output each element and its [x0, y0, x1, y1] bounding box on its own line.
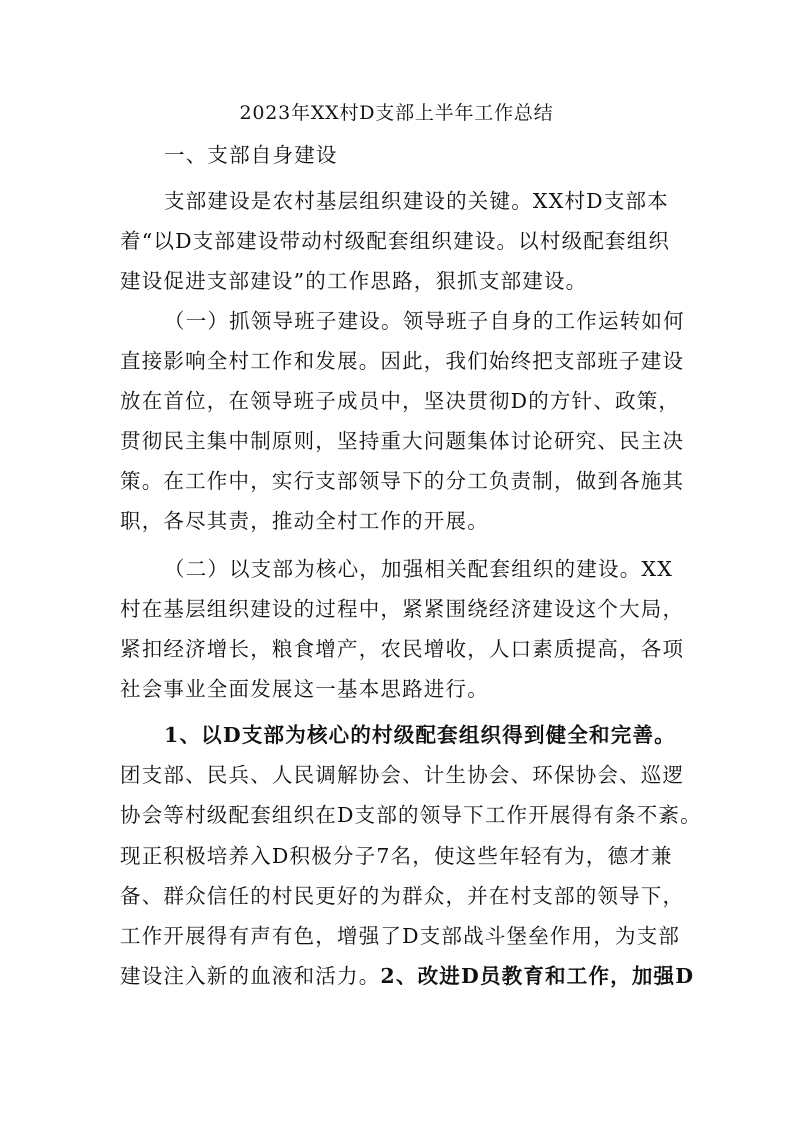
- paragraph-line: 支部建设是农村基层组织建设的关键。XX村D支部本: [164, 189, 669, 213]
- paragraph-line: （一）抓领导班子建设。领导班子自身的工作运转如何: [164, 309, 685, 333]
- paragraph-line-mixed: [120, 962, 695, 990]
- subheading-inline: 2、改进D员教育和工作，加强D: [380, 964, 695, 988]
- paragraph-line: 村在基层组织建设的过程中，紧紧围绕经济建设这个大局，: [120, 597, 685, 621]
- paragraph-line: 现正积极培养入D积极分子7名，使这些年轻有为，德才兼: [120, 844, 673, 868]
- paragraph-line: 放在首位，在领导班子成员中，坚决贯彻D的方针、政策，: [120, 389, 681, 413]
- paragraph-line: 备、群众信任的村民更好的为群众，并在村支部的领导下，: [120, 884, 685, 908]
- paragraph-line: 建设促进支部建设”的工作思路，狠抓支部建设。: [120, 269, 588, 293]
- paragraph-line: 贯彻民主集中制原则，坚持重大问题集体讨论研究、民主决: [120, 429, 685, 453]
- paragraph-line: 紧扣经济增长，粮食增产，农民增收，人口素质提高，各项: [120, 637, 685, 661]
- paragraph-line: 策。在工作中，实行支部领导下的分工负责制，做到各施其: [120, 469, 685, 493]
- paragraph-line: 职，各尽其责，推动全村工作的开展。: [120, 509, 489, 533]
- paragraph-text: 建设注入新的血液和活力。: [120, 964, 381, 988]
- paragraph-line: 着“以D支部建设带动村级配套组织建设。以村级配套组织: [120, 229, 671, 253]
- document-title: 2023年XX村D支部上半年工作总结: [239, 102, 554, 124]
- paragraph-line: 直接影响全村工作和发展。因此，我们始终把支部班子建设: [120, 349, 685, 373]
- paragraph-line: 协会等村级配套组织在D支部的领导下工作开展得有条不紊。: [120, 803, 702, 827]
- section-heading: 一、支部自身建设: [164, 143, 338, 167]
- paragraph-line: 社会事业全面发展这一基本思路进行。: [120, 677, 489, 701]
- paragraph-line: （二）以支部为核心，加强相关配套组织的建设。XX: [164, 557, 673, 581]
- paragraph-line: 团支部、民兵、人民调解协会、计生协会、环保协会、巡逻: [120, 763, 685, 787]
- paragraph-line: 工作开展得有声有色，增强了D支部战斗堡垒作用，为支部: [120, 924, 681, 948]
- subheading: 1、以D支部为核心的村级配套组织得到健全和完善。: [164, 723, 676, 747]
